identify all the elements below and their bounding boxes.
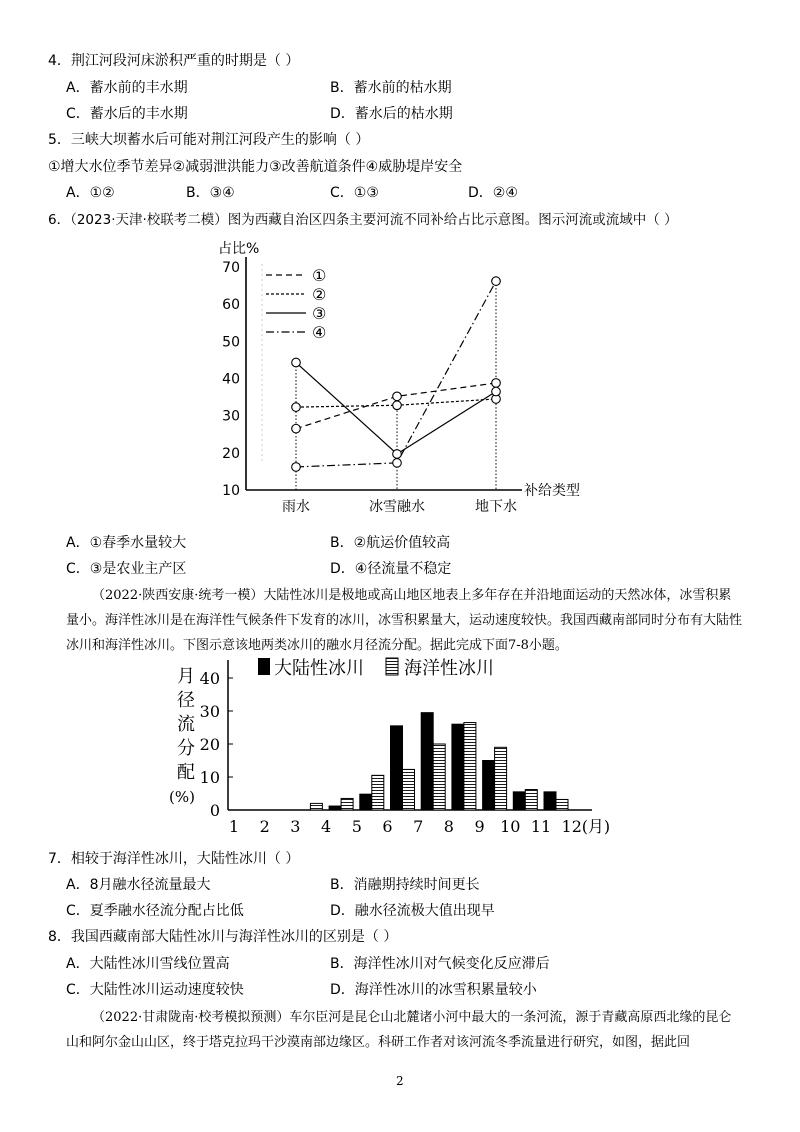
chart2-bar-maritime: [464, 723, 476, 810]
chart1-xlabel: 补给类型: [524, 483, 580, 499]
q8-stem: 8．我国西藏南部大陆性冰川与海洋性冰川的区别是（ ）: [48, 929, 398, 945]
q5-option-b[interactable]: B．③④: [186, 185, 235, 201]
chart2-ylabel-char: 流: [177, 714, 195, 735]
chart1-point: [492, 277, 501, 286]
chart2-ylabel-char: 月: [177, 666, 195, 687]
chart2-bar-continental: [329, 806, 341, 810]
glacier-runoff-bar-chart: [160, 652, 640, 842]
q4-option-a[interactable]: A．蓄水前的丰水期: [66, 80, 188, 96]
chart2-xtick-label: 3: [290, 817, 301, 836]
q4-option-d[interactable]: D．蓄水后的枯水期: [330, 106, 453, 122]
chart2-ytick-label: 30: [199, 702, 220, 721]
q6-option-b[interactable]: B．②航运价值较高: [330, 535, 451, 551]
chart2-xtick-label: 1: [228, 817, 240, 836]
chart2-xtick-label: 4: [321, 817, 332, 836]
chart2-xtick-label: 7: [413, 817, 424, 836]
chart2-bar-maritime: [525, 790, 537, 810]
chart2-ytick-label: 0: [209, 801, 220, 820]
chart1-ytick-label: 40: [222, 371, 240, 388]
intro-next: （2022·甘肃陇南·校考模拟预测）车尔臣河是昆仑山北麓诸小河中最大的一条河流，源于青藏高原西北缘的昆仑山和阿尔金山山区，终于塔克拉玛干沙漠南部边缘区。科研工作者对该河流冬季流量进行研究，如图，据此回: [66, 1010, 732, 1050]
chart1-point: [393, 450, 402, 459]
chart2-bar-maritime: [495, 747, 507, 810]
q7-option-b[interactable]: B．消融期持续时间更长: [330, 877, 480, 893]
q5-option-a[interactable]: A．①②: [66, 185, 115, 201]
chart2-legend-label: 大陆性冰川: [274, 658, 364, 679]
chart1-point: [292, 403, 301, 412]
chart1-point: [492, 387, 501, 396]
q6-stem: 6．（2023·天津·校联考二模）图为西藏自治区四条主要河流不同补给占比示意图。图示河流或流域中（ ）: [48, 212, 678, 228]
chart2-xtick-label: 9: [474, 817, 485, 836]
chart1-point: [292, 358, 301, 367]
chart1-point: [393, 392, 402, 401]
q5-items: ①增大水位季节差异②减弱泄洪能力③改善航道条件④威胁堤岸安全: [48, 159, 463, 175]
chart2-legend-label: 海洋性冰川: [404, 658, 494, 679]
chart2-month-unit: (月): [581, 817, 611, 836]
q5-option-c[interactable]: C．①③: [330, 185, 379, 201]
chart2-ytick-label: 20: [199, 735, 220, 754]
chart2-ylabel-char: 径: [177, 690, 195, 711]
chart2-bar-maritime: [372, 775, 384, 810]
q8-option-d[interactable]: D．海洋性冰川的冰雪积累量较小: [330, 982, 537, 998]
chart1-point: [393, 459, 402, 468]
chart2-bar-continental: [452, 724, 464, 810]
chart2-xtick-label: 8: [443, 817, 454, 836]
chart1-point: [292, 424, 301, 433]
chart2-legend-swatch-maritime: [386, 658, 398, 675]
q8-option-a[interactable]: A．大陆性冰川雪线位置高: [66, 956, 230, 972]
chart2-xtick-label: 11: [530, 817, 552, 836]
chart2-xtick-label: 6: [382, 817, 393, 836]
chart1-ytick-label: 60: [222, 297, 240, 314]
q4-stem: 4．荆江河段河床淤积严重的时期是（ ）: [48, 53, 300, 69]
chart2-bar-maritime: [403, 769, 415, 810]
chart2-xtick-label: 12: [561, 817, 582, 836]
chart2-bar-maritime: [310, 803, 322, 810]
intro-7-8: （2022·陕西安康·统考一模）大陆性冰川是极地或高山地区地表上多年存在并沿地面运动的天然冰体，冰雪积累量小。海洋性冰川是在海洋性气候条件下发育的冰川，冰雪积累量大，运动速度较快。我国西藏南部同时分布有大陆性冰川和海洋性冰川。下图示意该地两类冰川的融水月径流分配。据此完成下面7-8小题。: [66, 588, 743, 653]
chart1-ytick-label: 30: [222, 408, 240, 425]
chart2-bar-continental: [513, 792, 525, 810]
q8-option-c[interactable]: C．大陆性冰川运动速度较快: [66, 982, 244, 998]
q4-option-c[interactable]: C．蓄水后的丰水期: [66, 106, 188, 122]
chart2-xtick-label: 5: [351, 817, 362, 836]
q5-stem: 5．三峡大坝蓄水后可能对荆江河段产生的影响（ ）: [48, 132, 370, 148]
chart2-bar-continental: [483, 761, 495, 811]
chart2-ylabel-char: (%): [169, 788, 195, 806]
q5-option-d[interactable]: D．②④: [468, 185, 518, 201]
recharge-line-chart: [200, 232, 600, 524]
chart1-ytick-label: 50: [222, 334, 240, 351]
q6-option-d[interactable]: D．④径流量不稳定: [330, 561, 452, 577]
q7-stem: 7．相较于海洋性冰川，大陆性冰川（ ）: [48, 851, 300, 867]
chart1-xtick-label: 冰雪融水: [369, 499, 425, 515]
q7-option-d[interactable]: D．融水径流极大值出现早: [330, 903, 495, 919]
chart1-legend-label: ④: [312, 323, 327, 342]
q4-option-b[interactable]: B．蓄水前的枯水期: [330, 80, 452, 96]
chart2-bar-continental: [544, 792, 556, 810]
q6-option-a[interactable]: A．①春季水量较大: [66, 535, 187, 551]
chart2-ylabel-char: 配: [177, 762, 195, 783]
chart2-xtick-label: 10: [500, 817, 521, 836]
chart1-point: [393, 401, 402, 410]
chart1-legend-label: ①: [312, 266, 327, 285]
chart2-bar-maritime: [433, 744, 445, 810]
q6-option-c[interactable]: C．③是农业主产区: [66, 561, 187, 577]
chart2-bar-continental: [360, 794, 372, 810]
chart2-legend-swatch-continental: [258, 658, 270, 675]
chart1-xtick-label: 地下水: [475, 499, 517, 515]
chart2-xtick-label: 2: [259, 817, 270, 836]
chart1-point: [292, 463, 301, 472]
chart2-ytick-label: 40: [199, 669, 220, 688]
chart1-ylabel: 占比%: [218, 241, 260, 257]
chart1-ytick-label: 10: [222, 483, 240, 499]
page-number: 2: [396, 1074, 404, 1088]
q7-option-a[interactable]: A．8月融水径流量最大: [66, 877, 211, 893]
chart1-ytick-label: 70: [222, 260, 240, 276]
chart2-bar-maritime: [556, 799, 568, 810]
chart2-ylabel-char: 分: [177, 738, 195, 759]
chart1-xtick-label: 雨水: [282, 499, 310, 515]
chart2-bar-continental: [391, 726, 403, 810]
chart2-legend: [258, 658, 494, 679]
chart2-bar-maritime: [341, 798, 353, 810]
chart1-legend-label: ③: [312, 304, 327, 323]
chart1-legend-label: ②: [312, 285, 327, 304]
chart2-ytick-label: 10: [199, 768, 220, 787]
chart1-point: [492, 379, 501, 388]
chart1-ytick-label: 20: [222, 445, 240, 462]
q8-option-b[interactable]: B．海洋性冰川对气候变化反应滞后: [330, 956, 550, 972]
q7-option-c[interactable]: C．夏季融水径流分配占比低: [66, 903, 244, 919]
chart2-bar-continental: [421, 713, 433, 810]
